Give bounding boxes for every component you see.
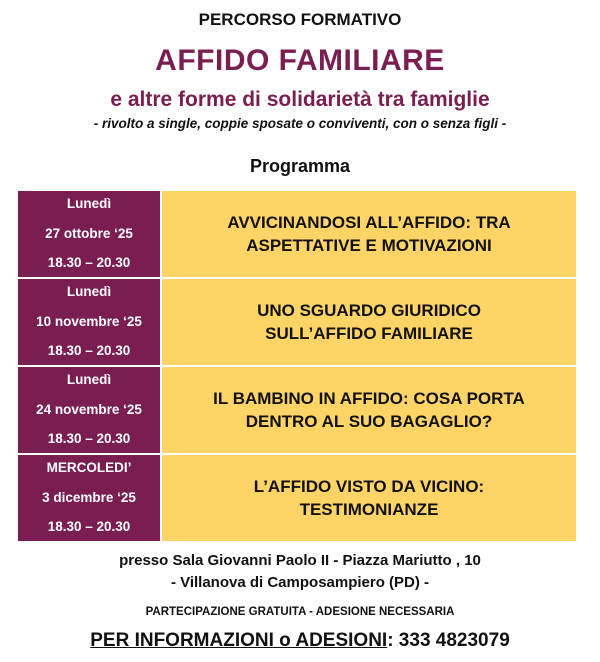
schedule-table bbox=[18, 191, 576, 543]
session-row bbox=[18, 367, 576, 453]
venue-town: - Villanova di Camposampiero (PD) - bbox=[170, 574, 430, 591]
session-date: 27 ottobre ‘25 bbox=[45, 225, 133, 241]
session-time: 18.30 – 20.30 bbox=[47, 343, 131, 358]
contact-phone: : 333 4823079 bbox=[387, 630, 510, 651]
session-date-cell bbox=[18, 191, 160, 277]
session-time: 18.30 – 20.30 bbox=[47, 431, 131, 446]
session-date: 10 novembre ‘25 bbox=[36, 313, 142, 329]
session-topic bbox=[162, 455, 576, 541]
session-topic-line: AVVICINANDOSI ALL’AFFIDO: TRA bbox=[227, 213, 511, 232]
session-day: Lunedì bbox=[66, 284, 112, 299]
session-row bbox=[18, 279, 576, 365]
session-time: 18.30 – 20.30 bbox=[47, 519, 131, 534]
session-row bbox=[18, 455, 576, 541]
page-subtitle: e altre forme di solidarietà tra famiglie bbox=[110, 88, 490, 111]
session-topic-line: SULL’AFFIDO FAMILIARE bbox=[265, 324, 473, 343]
session-date: 24 novembre ‘25 bbox=[36, 401, 142, 417]
session-date-cell bbox=[18, 455, 160, 541]
session-time: 18.30 – 20.30 bbox=[47, 255, 131, 270]
session-topic-line: ASPETTATIVE E MOTIVAZIONI bbox=[246, 236, 492, 255]
session-topic bbox=[162, 279, 576, 365]
session-topic bbox=[162, 367, 576, 453]
audience-note: - rivolto a single, coppie sposate o conviventi, con o senza figli - bbox=[93, 116, 507, 131]
session-day: MERCOLEDI’ bbox=[46, 460, 132, 475]
session-date-cell bbox=[18, 367, 160, 453]
session-topic-line: DENTRO AL SUO BAGAGLIO? bbox=[245, 412, 493, 431]
session-topic-line: L’AFFIDO VISTO DA VICINO: bbox=[253, 477, 485, 496]
program-heading: Programma bbox=[249, 156, 351, 176]
contact-label: PER INFORMAZIONI o ADESIONI bbox=[90, 630, 388, 651]
session-topic-line: UNO SGUARDO GIURIDICO bbox=[257, 301, 481, 320]
session-date-cell bbox=[18, 279, 160, 365]
session-row bbox=[18, 191, 576, 277]
session-topic-line: IL BAMBINO IN AFFIDO: COSA PORTA bbox=[213, 389, 525, 408]
venue-address: presso Sala Giovanni Paolo II - Piazza Mariutto , 10 bbox=[119, 552, 481, 569]
session-day: Lunedì bbox=[66, 196, 112, 211]
contact-info bbox=[0, 630, 600, 652]
session-date: 3 dicembre ‘25 bbox=[42, 489, 136, 505]
session-topic-line: TESTIMONIANZE bbox=[299, 500, 439, 519]
session-topic bbox=[162, 191, 576, 277]
page-title: AFFIDO FAMILIARE bbox=[155, 44, 445, 77]
course-kicker: PERCORSO FORMATIVO bbox=[198, 10, 402, 29]
participation-note: PARTECIPAZIONE GRATUITA - ADESIONE NECESSARIA bbox=[145, 606, 455, 618]
session-day: Lunedì bbox=[66, 372, 112, 387]
